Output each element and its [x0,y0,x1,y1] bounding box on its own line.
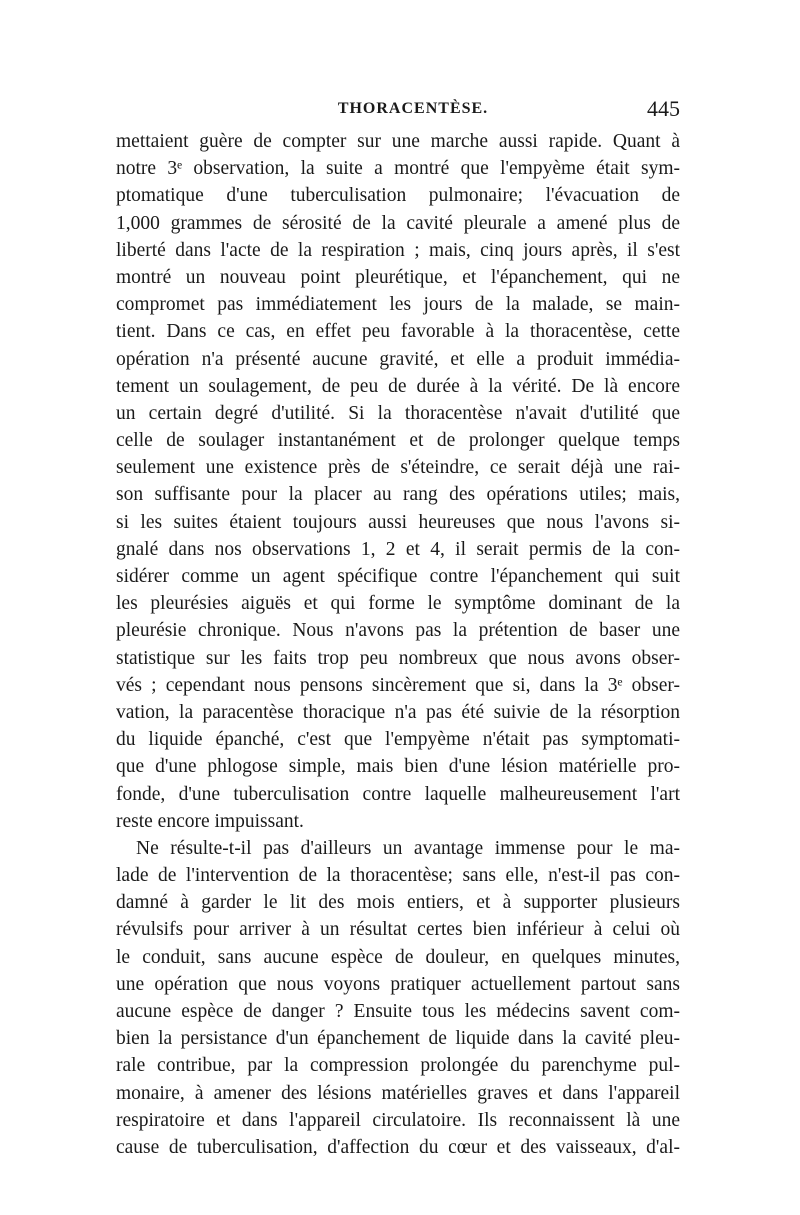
text-line: Ne résulte-t-il pas d'ailleurs un avantage immense pour le ma- [136,837,680,859]
text-line: rale contribue, par la compression prolongée du parenchyme pul- [116,1055,680,1077]
text-line: vés ; cependant nous pensons sincèrement que si, dans la 3ᵉ obser- [116,674,680,696]
text-line: un certain degré d'utilité. Si la thoracentèse n'avait d'utilité que [116,402,680,424]
text-line: du liquide épanché, c'est que l'empyème n'était pas symptomati- [116,729,680,751]
text-line: pleurésie chronique. Nous n'avons pas la prétention de baser une [116,620,680,642]
running-head [116,96,680,130]
text-line: seulement une existence près de s'éteindre, ce serait déjà une rai- [116,457,680,479]
text-line: tient. Dans ce cas, en effet peu favorable à la thoracentèse, cette [116,321,680,343]
text-line: si les suites étaient toujours aussi heureuses que nous l'avons si- [116,511,680,533]
text-line: notre 3ᵉ observation, la suite a montré que l'empyème était sym- [116,158,680,180]
text-line: opération n'a présenté aucune gravité, et elle a produit immédia- [116,348,680,370]
text-line: monaire, à amener des lésions matérielles graves et dans l'appareil [116,1082,680,1104]
text-line: aucune espèce de danger ? Ensuite tous les médecins savent com- [116,1001,680,1022]
text-line: gnalé dans nos observations 1, 2 et 4, il serait permis de la con- [116,538,680,560]
text-line: reste encore impuissant. [116,810,304,832]
text-line: fonde, d'une tuberculisation contre laquelle malheureusement l'art [116,783,680,805]
text-line: respiratoire et dans l'appareil circulatoire. Ils reconnaissent là une [116,1109,680,1131]
text-line: vation, la paracentèse thoracique n'a pas été suivie de la résorption [116,701,680,723]
text-line: cause de tuberculisation, d'affection du cœur et des vaisseaux, d'al- [116,1136,680,1158]
text-line: compromet pas immédiatement les jours de la malade, se main- [116,294,680,316]
text-line: 1,000 grammes de sérosité de la cavité pleurale a amené plus de [116,212,680,234]
text-line: montré un nouveau point pleurétique, et l'épanchement, qui ne [116,266,680,288]
text-line: mettaient guère de compter sur une marche aussi rapide. Quant à [116,131,680,152]
text-line: damné à garder le lit des mois entiers, et à supporter plusieurs [116,892,680,914]
text-line: statistique sur les faits trop peu nombreux que nous avons obser- [116,647,680,669]
text-line: une opération que nous voyons pratiquer actuellement partout sans [116,973,680,995]
text-line: les pleurésies aiguës et qui forme le symptôme dominant de la [116,593,680,615]
text-line: révulsifs pour arriver à un résultat certes bien inférieur à celui où [116,919,680,941]
text-line: sidérer comme un agent spécifique contre l'épanchement qui suit [116,566,680,587]
running-title: THORACENTÈSE. [337,100,489,117]
text-line: son suffisante pour la placer au rang des opérations utiles; mais, [116,484,680,506]
body-text [116,128,680,1161]
page-number: 445 [647,96,680,121]
text-line: le conduit, sans aucune espèce de douleur, en quelques minutes, [116,946,680,968]
text-line: ptomatique d'une tuberculisation pulmonaire; l'évacuation de [116,185,680,207]
text-line: lade de l'intervention de la thoracentèse; sans elle, n'est-il pas con- [116,865,680,887]
text-line: que d'une phlogose simple, mais bien d'une lésion matérielle pro- [116,756,680,778]
text-line: celle de soulager instantanément et de prolonger quelque temps [116,430,680,452]
text-line: tement un soulagement, de peu de durée à la vérité. De là encore [116,375,680,397]
text-line: liberté dans l'acte de la respiration ; mais, cinq jours après, il s'est [116,239,680,261]
text-line: bien la persistance d'un épanchement de liquide dans la cavité pleu- [116,1028,680,1050]
